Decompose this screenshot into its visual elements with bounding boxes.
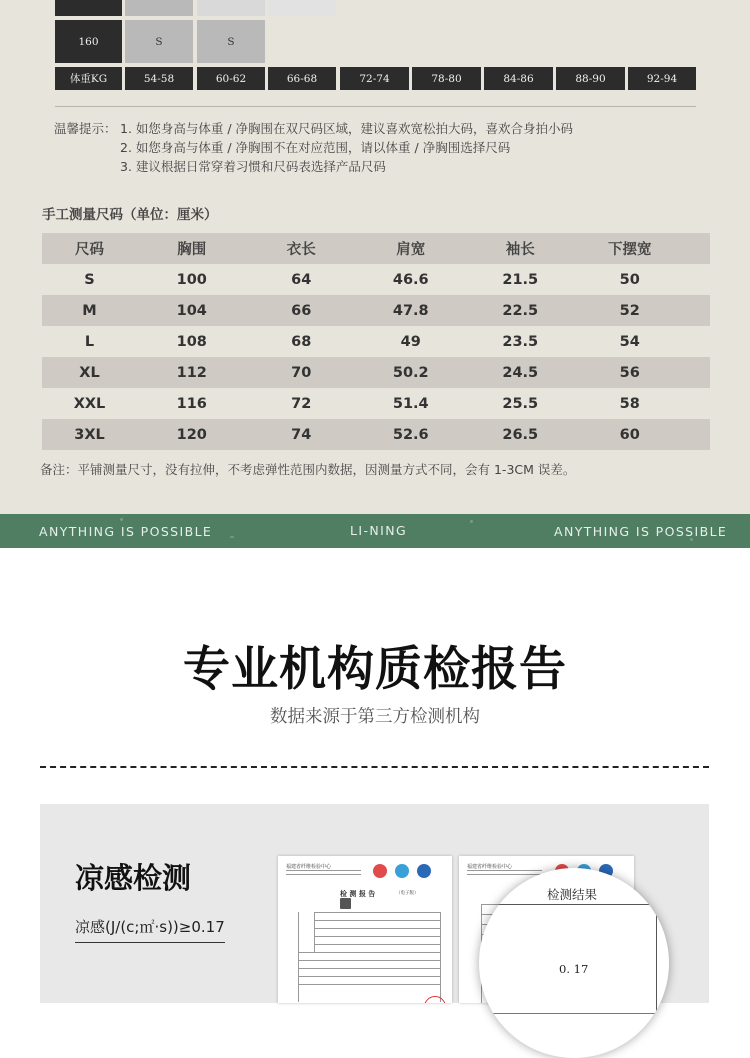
doc-line xyxy=(298,960,440,961)
red-stamp-icon xyxy=(424,996,446,1003)
table-cell: 24.5 xyxy=(502,364,539,381)
table-cell: 108 xyxy=(176,333,207,350)
cooling-test-label: 凉感(J/(c;㎡·s))≥0.17 xyxy=(75,916,225,943)
doc-line xyxy=(314,912,315,952)
size-cell-dark xyxy=(55,0,122,16)
texture-speck xyxy=(120,518,123,521)
report-subtitle: 数据来源于第三方检测机构 xyxy=(270,707,480,727)
table-cell: 23.5 xyxy=(502,333,539,350)
table-header: 下摆宽 xyxy=(608,242,652,258)
table-cell: 25.5 xyxy=(502,395,539,412)
measure-title: 手工测量尺码（单位：厘米） xyxy=(42,207,218,223)
tips-label: 温馨提示： xyxy=(54,121,117,136)
doc-line xyxy=(298,912,299,1002)
doc-line xyxy=(314,944,440,945)
size-cell: S xyxy=(197,20,265,63)
weight-cell: 84-86 xyxy=(484,67,553,90)
size-cell xyxy=(268,0,336,16)
doc-line xyxy=(298,952,440,953)
tip-line: 1. 如您身高与体重 / 净胸围在双尺码区域，建议喜欢宽松拍大码，喜欢合身拍小码 xyxy=(120,121,574,136)
table-cell: S xyxy=(84,271,95,288)
table-cell: 74 xyxy=(291,426,312,443)
cooling-test-title: 凉感检测 xyxy=(75,861,192,895)
doc-line xyxy=(314,920,440,921)
magnifier-line xyxy=(479,1013,669,1014)
table-header: 肩宽 xyxy=(396,242,426,258)
table-cell: 68 xyxy=(291,333,312,350)
doc-line xyxy=(298,976,440,977)
doc-line xyxy=(314,928,440,929)
slogan-left: ANYTHING IS POSSIBLE xyxy=(39,524,213,539)
doc-line xyxy=(286,874,361,875)
magnifier-title: 检测结果 xyxy=(547,887,598,902)
weight-cell: 88-90 xyxy=(556,67,625,90)
magnifier-line xyxy=(479,904,669,905)
weight-cell: 60-62 xyxy=(197,67,265,90)
table-row xyxy=(42,419,710,450)
table-cell: 50.2 xyxy=(392,364,429,381)
weight-cell: 72-74 xyxy=(340,67,409,90)
table-cell: 3XL xyxy=(74,426,105,443)
table-cell: 64 xyxy=(291,271,312,288)
report-document xyxy=(278,856,452,1003)
result-magnifier xyxy=(479,868,669,1058)
size-cell: S xyxy=(125,20,193,63)
table-row xyxy=(42,388,710,419)
divider xyxy=(55,106,696,107)
table-cell: 104 xyxy=(176,302,207,319)
doc-line xyxy=(314,936,440,937)
doc-line xyxy=(440,912,441,1002)
weight-cell: 54-58 xyxy=(125,67,193,90)
table-header: 衣长 xyxy=(286,242,316,258)
table-cell: L xyxy=(84,333,95,350)
tip-line: 3. 建议根据日常穿着习惯和尺码表选择产品尺码 xyxy=(120,159,386,174)
table-cell: 50 xyxy=(619,271,640,288)
table-cell: XL xyxy=(79,364,100,381)
table-cell: 120 xyxy=(176,426,207,443)
weight-cell: 78-80 xyxy=(412,67,481,90)
table-cell: 116 xyxy=(176,395,207,412)
ilac-logo-icon xyxy=(395,864,409,878)
doc-line xyxy=(286,870,361,871)
size-cell xyxy=(125,0,193,16)
table-cell: 49 xyxy=(400,333,421,350)
table-header: 胸围 xyxy=(177,242,207,258)
brand-banner xyxy=(0,514,750,548)
dashed-divider xyxy=(40,766,709,768)
measure-note: 备注：平铺测量尺寸，没有拉伸，不考虑弹性范围内数据，因测量方式不同，会有 1-3CM 误差。 xyxy=(40,462,576,477)
table-cell: 72 xyxy=(291,395,312,412)
texture-speck xyxy=(470,520,473,523)
weight-label-cell: 体重KG xyxy=(55,67,122,90)
doc-header: 福建省纤维检验中心 xyxy=(286,864,332,870)
tip-line: 2. 如您身高与体重 / 净胸围不在对应范围，请以体重 / 净胸围选择尺码 xyxy=(120,140,511,155)
cma-logo-icon xyxy=(373,864,387,878)
table-row xyxy=(42,326,710,357)
slogan-right: ANYTHING IS POSSIBLE xyxy=(554,524,728,539)
report-title: 专业机构质检报告 xyxy=(183,642,567,697)
table-cell: 56 xyxy=(619,364,640,381)
table-row xyxy=(42,264,710,295)
cnas-logo-icon xyxy=(417,864,431,878)
doc-line xyxy=(467,870,542,871)
height-160-cell: 160 xyxy=(55,20,122,63)
weight-cell: 66-68 xyxy=(268,67,336,90)
table-cell: 66 xyxy=(291,302,312,319)
table-cell: 112 xyxy=(176,364,207,381)
table-cell: 100 xyxy=(176,271,207,288)
table-cell: 51.4 xyxy=(392,395,429,412)
doc-line xyxy=(298,968,440,969)
table-row xyxy=(42,295,710,326)
table-cell: M xyxy=(82,302,97,319)
table-cell: 21.5 xyxy=(502,271,539,288)
table-header-row xyxy=(42,233,710,264)
doc-line xyxy=(298,984,440,985)
table-cell: 52.6 xyxy=(392,426,429,443)
qr-code-icon xyxy=(340,898,351,909)
table-cell: 58 xyxy=(619,395,640,412)
table-cell: XXL xyxy=(73,395,106,412)
doc-header: 福建省纤维检验中心 xyxy=(467,864,513,870)
table-cell: 46.6 xyxy=(392,271,429,288)
table-cell: 26.5 xyxy=(502,426,539,443)
table-cell: 54 xyxy=(619,333,640,350)
table-cell: 22.5 xyxy=(502,302,539,319)
table-row xyxy=(42,357,710,388)
table-header: 尺码 xyxy=(75,242,104,258)
size-cell xyxy=(197,0,265,16)
doc-line xyxy=(314,912,440,913)
table-cell: 52 xyxy=(619,302,640,319)
magnifier-line xyxy=(656,904,657,1058)
brand-name: LI-NING xyxy=(350,523,408,538)
weight-cell: 92-94 xyxy=(628,67,696,90)
table-cell: 70 xyxy=(291,364,312,381)
doc-line xyxy=(467,874,542,875)
texture-speck xyxy=(230,536,234,538)
doc-title-suffix: （电子版） xyxy=(396,891,419,896)
table-cell: 47.8 xyxy=(392,302,429,319)
table-cell: 60 xyxy=(619,426,640,443)
table-header: 袖长 xyxy=(505,242,535,258)
magnifier-value: 0. 17 xyxy=(559,962,589,976)
measure-table xyxy=(42,233,710,450)
doc-title: 检 测 报 告 xyxy=(340,889,376,898)
